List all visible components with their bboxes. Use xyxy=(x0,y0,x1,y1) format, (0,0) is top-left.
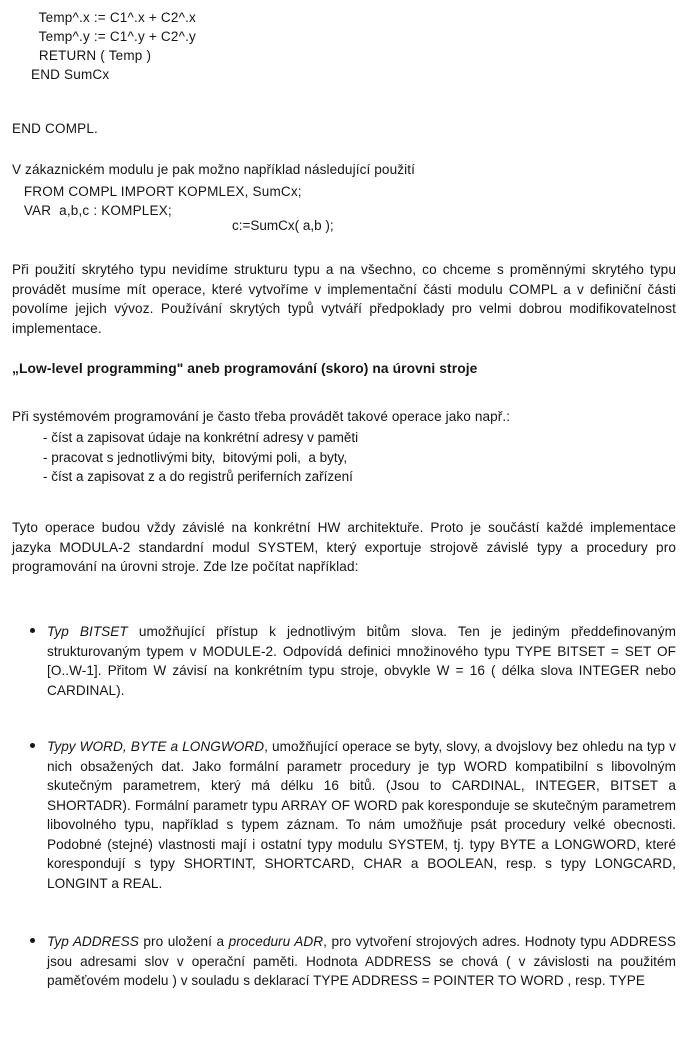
code-line: FROM COMPL IMPORT KOPMLEX, SumCx; xyxy=(12,184,302,199)
bullet-text: Typ ADDRESS pro uložení a proceduru ADR, pro vytvoření strojových adres. Hodnoty typu ADDRESS jsou adresami slov v operační paměti. Hodnota ADDRESS se chová ( v závislosti na použitém paměťovém modelu ) v souladu s deklarací TYPE ADDRESS = POINTER TO WORD , resp. TYPE xyxy=(47,934,676,988)
list-item: - číst a zapisovat z a do registrů periferních zařízení xyxy=(43,469,353,484)
sysprog-list xyxy=(43,428,663,487)
usage-code-block xyxy=(12,182,512,220)
code-line: RETURN ( Temp ) xyxy=(31,48,152,63)
list-item: - číst a zapisovat údaje na konkrétní adresy v paměti xyxy=(43,430,359,445)
code-line: END SumCx xyxy=(31,67,110,82)
bullet-text: Typy WORD, BYTE a LONGWORD, umožňující operace se byty, slovy, a dvojslovy bez ohledu na typ v nich obsažených dat. Jako formální parametr procedury je typ WORD kompatibilní s libovolným skutečným parametrem, který má délku 16 bitů. (Jsou to CARDINAL, INTEGER, BITSET a SHORTADR). Formální parametr typu ARRAY OF WORD pak koresponduje se skutečným parametrem libovolného typu, například s typem záznam. To nám umožňuje psát procedury velké obecnosti. Podobné (stejné) vlastnosti mají i ostatní typy modulu SYSTEM, tj. typy BYTE a LONGWORD, které korespondují s typy SHORTINT, SHORTCARD, CHAR a BOOLEAN, resp. s typy LONGCARD, LONGINT a REAL. xyxy=(47,739,677,891)
code-line: Temp^.x := C1^.x + C2^.x xyxy=(31,10,197,25)
end-module-line: END COMPL. xyxy=(12,121,99,136)
code-block-sumcx xyxy=(31,8,431,84)
paragraph-hw-architecture: Tyto operace budou vždy závislé na konkrétní HW architektuře. Proto je součástí každé implementace jazyka MODULA-2 standardní modul SYSTEM, který exportuje strojově závislé typy a procedury pro programování na úrovni stroje. Zde lze počítat například: xyxy=(12,520,676,574)
bullet-text: Typ BITSET umožňující přístup k jednotlivým bitům slova. Ten je jediným předdefinovaným strukturovaným typem v MODULE-2. Odpovídá definici množinového typu TYPE BITSET = SET OF [O..W-1]. Přitom W závisí na konkrétním typu stroje, obvykle W = 16 ( délka slova INTEGER nebo CARDINAL). xyxy=(47,624,677,698)
paragraph-hidden-type: Při použití skrytého typu nevidíme strukturu typu a na všechno, co chceme s proměnnými skrytého typu provádět musíme mít operace, které vytvoříme v implementační části modulu COMPL a v definiční části povolíme jejich vývoz. Používání skrytých typů vytváří předpoklady pro velmi dobrou modifikovatelnost implementace. xyxy=(12,262,676,336)
bullet-dot-icon xyxy=(30,628,35,633)
usage-intro-paragraph: V zákaznickém modulu je pak možno například následující použití xyxy=(12,162,415,177)
section-heading-lowlevel: „Low-level programming" aneb programování (skoro) na úrovni stroje xyxy=(12,361,478,376)
list-item: - pracovat s jednotlivými bity, bitovými poli, a byty, xyxy=(43,449,348,465)
bullet-item-address xyxy=(47,932,676,991)
bullet-dot-icon xyxy=(30,938,35,943)
bullet-item-word-byte-longword xyxy=(47,737,676,893)
code-line: VAR a,b,c : KOMPLEX; xyxy=(12,203,172,218)
paragraph-system-programming: Při systémovém programování je často třeba provádět takové operace jako např.: xyxy=(12,409,511,424)
bullet-dot-icon xyxy=(30,743,35,748)
code-line: Temp^.y := C1^.y + C2^.y xyxy=(31,29,197,44)
usage-call-line: c:=SumCx( a,b ); xyxy=(232,218,334,233)
bullet-item-bitset xyxy=(47,622,676,700)
